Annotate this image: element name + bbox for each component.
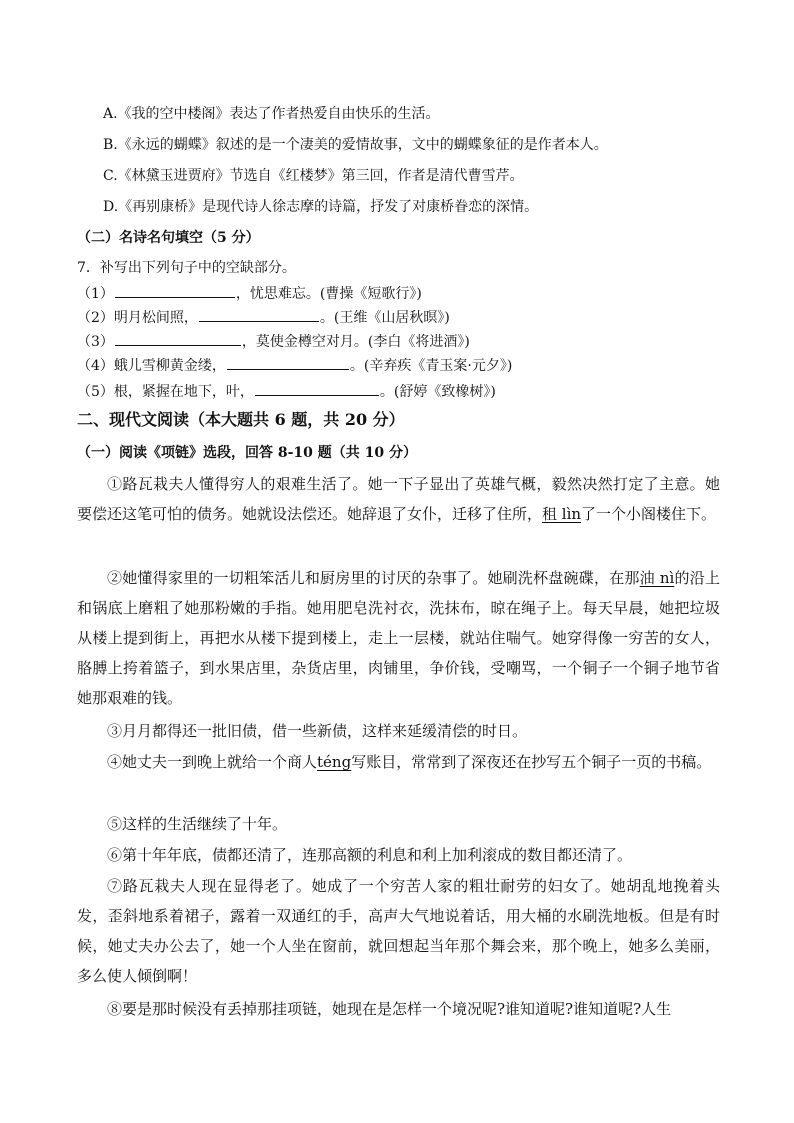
passage-paragraph-3: ③月月都得还一批旧债，借一些新债，这样来延缓清偿的时日。 xyxy=(107,722,528,740)
paragraph-text: 写账目，常常到了深夜还在抄写五个铜子一页的书稿。 xyxy=(351,753,712,771)
passage-paragraph-5: ⑤这样的生活继续了十年。 xyxy=(107,815,288,833)
item-text-before: 蛾儿雪柳黄金缕， xyxy=(113,358,226,374)
poem-item-1 xyxy=(77,283,422,304)
item-text-before: 明月松间照， xyxy=(113,310,198,326)
passage-paragraph-2 xyxy=(77,563,720,713)
choice-b: B.《永远的蝴蝶》叙述的是一个凄美的爱情故事，文中的蝴蝶象征的是作者本人。 xyxy=(103,137,608,153)
choice-a: A.《我的空中楼阁》表达了作者热爱自由快乐的生活。 xyxy=(103,106,440,122)
answer-blank[interactable] xyxy=(199,307,319,322)
passage-paragraph-4 xyxy=(77,747,720,777)
poem-question: 7．补写出下列句子中的空缺部分。 xyxy=(77,260,296,276)
pinyin-underlined: 租 lìn xyxy=(542,505,582,523)
item-text-after: ，莫使金樽空对月。(李白《将进酒》) xyxy=(241,334,470,350)
item-number: （2） xyxy=(77,310,114,326)
item-text-after: 。(舒婷《致橡树》) xyxy=(379,384,496,400)
section-heading: 二、现代文阅读（本大题共 6 题，共 20 分） xyxy=(77,410,405,429)
item-number: （4） xyxy=(77,358,114,374)
paragraph-text: ④她丈夫一到晚上就给一个商人 xyxy=(107,753,318,771)
choice-c: C.《林黛玉进贾府》节选自《红楼梦》第三回，作者是清代曹雪芹。 xyxy=(103,168,524,184)
poem-item-2 xyxy=(77,307,450,328)
passage-paragraph-8: ⑧要是那时候没有丢掉那挂项链，她现在是怎样一个境况呢?谁知道呢?谁知道呢?人生 xyxy=(107,1000,672,1018)
item-text-after: ，忧思难忘。(曹操《短歌行》) xyxy=(235,286,422,302)
pinyin-underlined: 油 nì xyxy=(639,569,675,587)
poem-section-heading: （二）名诗名句填空（5 分） xyxy=(77,230,260,246)
passage-paragraph-6: ⑥第十年年底，债都还清了，连那高额的利息和利上加利滚成的数目都还清了。 xyxy=(107,846,633,864)
item-text-after: 。(王维《山居秋暝》) xyxy=(319,310,450,326)
poem-item-5 xyxy=(77,381,496,402)
passage-paragraph-1 xyxy=(77,469,720,529)
answer-blank[interactable] xyxy=(115,283,235,298)
reading-subheading: （一）阅读《项链》选段，回答 8-10 题（共 10 分） xyxy=(77,445,418,461)
item-text-after: 。(辛弃疾《青玉案·元夕》) xyxy=(349,358,513,374)
answer-blank[interactable] xyxy=(255,381,379,396)
passage-paragraph-7: ⑦路瓦栽夫人现在显得老了。她成了一个穷苦人家的粗壮耐劳的妇女了。她胡乱地挽着头发，歪斜地系着裙子，露着一双通红的手，高声大气地说着话，用大桶的水刷洗地板。但是有时候，她丈夫办公去了，她一个人坐在窗前，就回想起当年那个舞会来，那个晚上，她多么美丽，多么使人倾倒啊！ xyxy=(77,877,720,985)
pinyin-underlined: téng xyxy=(317,753,352,771)
poem-item-3 xyxy=(77,331,470,352)
paragraph-text: ①路瓦栽夫人懂得穷人的艰难生活了。她一下子显出了英雄气概，毅然决然打定了主意。她要偿还这笔可怕的债务。她就设法偿还。她辞退了女仆，迁移了住所， xyxy=(77,475,720,523)
paragraph-text: 的沿上和锅底上磨粗了她那粉嫩的手指。她用肥皂洗衬衣，洗抹布，晾在绳子上。每天早晨，她把垃圾从楼上提到街上，再把水从楼下提到楼上，走上一层楼，就站住喘气。她穿得像一穷苦的女人，胳膊上挎着篮子，到水果店里，杂货店里，肉铺里，争价钱，受嘲骂，一个铜子一个铜子地节省她那艰难的钱。 xyxy=(77,569,720,707)
paragraph-text: ②她懂得家里的一切粗笨活儿和厨房里的讨厌的杂事了。她刷洗杯盘碗碟，在那 xyxy=(107,569,640,587)
item-number: （3） xyxy=(77,334,114,350)
paragraph-text: 了一个小阁楼住下。 xyxy=(581,505,717,523)
poem-item-4 xyxy=(77,355,512,376)
item-number: （5） xyxy=(77,384,114,400)
item-number: （1） xyxy=(77,286,114,302)
answer-blank[interactable] xyxy=(227,355,349,370)
item-text-before: 根，紧握在地下，叶， xyxy=(113,384,254,400)
choice-d: D.《再别康桥》是现代诗人徐志摩的诗篇，抒发了对康桥眷恋的深情。 xyxy=(103,199,539,215)
answer-blank[interactable] xyxy=(115,331,241,346)
